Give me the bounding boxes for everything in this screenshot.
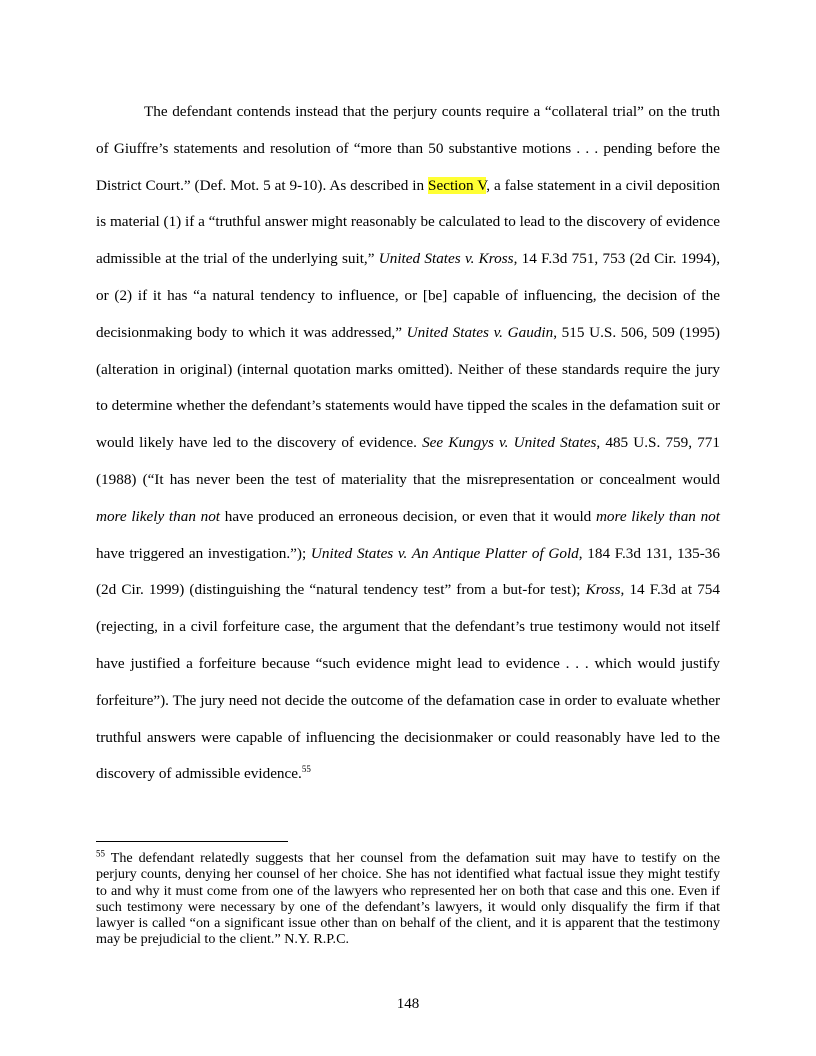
case-citation-kross-short: Kross	[585, 581, 621, 599]
emphasis-text: more likely than not	[595, 507, 720, 525]
body-text-segment: , 14 F.3d at 754 (rejecting, in a civil forfeiture case, the argument that the defendant’s true testimony would not itself have justified a forfeiture because “such evidence might lead to evidence . . . which would justify forfeiture”). The jury need not decide the outcome of the defamation case in order to evaluate whether truthful answers were capable of influencing the decisionmaker or could reasonably have led to the discovery of admissible evidence.	[96, 581, 720, 783]
case-citation-kross: United States v. Kross	[378, 250, 514, 268]
footnote-reference[interactable]: 55	[301, 764, 311, 775]
body-text-segment: The defendant contends instead that the perjury counts require a “collateral trial” on the truth of Giuffre’s statements and resolution of “more than 50 substantive motions . . . pending before the District Court.” (Def. Mot. 5 at 9-10). As described in	[96, 103, 720, 194]
case-citation-gaudin: United States v. Gaudin	[406, 323, 554, 341]
emphasis-text: more likely than not	[96, 507, 221, 525]
page-number: 148	[396, 996, 420, 1012]
body-text-segment: , 485 U.S. 759, 771 (1988) (“It has never been the test of materiality that the misrepresentation or concealment would	[96, 434, 720, 488]
body-paragraph	[96, 94, 720, 793]
case-citation-antique-platter: United States v. An Antique Platter of Gold	[310, 544, 579, 562]
case-citation-kungys: See Kungys v. United States	[422, 434, 597, 452]
footnote-separator	[96, 841, 288, 842]
section-v-cross-reference[interactable]: Section V	[428, 176, 487, 194]
footnote-text: The defendant relatedly suggests that her counsel from the defamation suit may have to testify on the perjury counts, denying her counsel of her choice. She has not identified what factual issue they might testify to and why it must come from one of the lawyers who represented her on both that case and this one. Even if such testimony were necessary by one of the defendant’s lawyers, it would only disqualify the firm if that lawyer is called “on a significant issue other than on behalf of the client, and it is apparent that the testimony may be prejudicial to the client.” N.Y. R.P.C.	[96, 850, 720, 948]
body-text-segment: , 184 F.3d 131, 135-36 (2d Cir. 1999) (distinguishing the “natural tendency test” from a but-for test);	[96, 544, 720, 599]
body-text-segment: , 515 U.S. 506, 509 (1995) (alteration in original) (internal quotation marks omitted). Neither of these standards require the jury to determine whether the defendant’s statements would have tipped the scales in the defamation suit or would likely have led to the discovery of evidence.	[96, 323, 720, 452]
footnote-55	[96, 850, 720, 948]
body-text-segment: have triggered an investigation.”);	[96, 544, 311, 562]
footnote-number: 55	[96, 848, 105, 859]
body-text-segment: , 14 F.3d 751, 753 (2d Cir. 1994), or (2) if it has “a natural tendency to influence, or [be] capable of influencing, the decision of the decisionmaking body to which it was addressed,”	[96, 250, 721, 341]
body-text-segment: have produced an erroneous decision, or even that it would	[220, 507, 596, 525]
body-text-segment: , a false statement in a civil deposition is material (1) if a “truthful answer might reasonably be calculated to lead to the discovery of evidence admissible at the trial of the underlying suit,”	[96, 176, 721, 268]
